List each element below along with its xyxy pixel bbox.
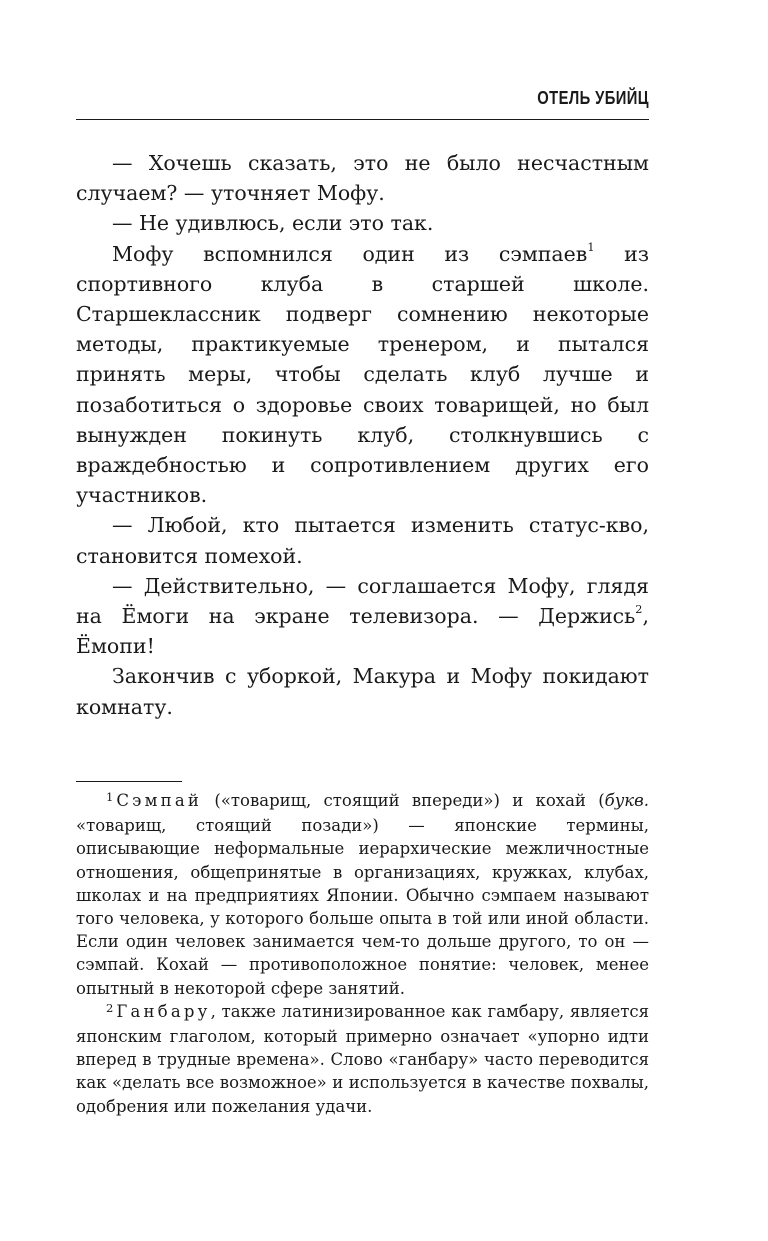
footnote-1-number: 1 <box>106 789 114 804</box>
paragraph-5-end: , Ёмопи! <box>76 604 649 659</box>
paragraph-3-end: из спортивного клуба в старшей школе. Старшеклассник подверг сомнению некоторые методы, практикуемые тренером, и пытался принять меры, чтобы сделать клуб лучше и позаботиться о здоровье своих товарищей, но был вынужден покинуть клуб, столкнувшись с враждебностью и сопротивлением других его участников. <box>76 241 649 508</box>
footnote-2-term: Ганбару <box>116 1001 211 1021</box>
footnote-2-number: 2 <box>106 1000 114 1015</box>
footnote-ref-2: 2 <box>635 602 643 616</box>
paragraph-5-start: — Действительно, — соглашается Мофу, глядя на Ёмоги на экране телевизора. — Держись <box>76 573 649 629</box>
footnotes <box>76 789 649 1118</box>
footnote-rule <box>76 781 182 782</box>
footnote-1 <box>76 789 649 1000</box>
footnote-1-term: Сэмпай <box>116 791 203 810</box>
footnote-2-text: , также латинизированное как гамбару, является японским глаголом, который примерно означает «упорно идти вперед в трудные времена». Слово «ганбару» часто переводится как «делать все возможное» и используется в качестве похвалы, одобрения или пожелания удачи. <box>76 1001 649 1116</box>
paragraph-5 <box>76 571 649 662</box>
footnote-1-italic: букв. <box>604 791 649 810</box>
running-title: ОТЕЛЬ УБИЙЦ <box>537 88 649 108</box>
paragraph-3 <box>76 239 649 511</box>
footnote-1-text-a: («товарищ, стоящий впереди») и кохай ( <box>202 791 605 810</box>
paragraph-4: — Любой, кто пытается изменить статус-кво, становится помехой. <box>76 513 649 568</box>
header-rule <box>76 119 649 120</box>
paragraph-6: Закончив с уборкой, Макура и Мофу покидают комнату. <box>76 664 649 719</box>
paragraph-3-start: Мофу вспомнился один из сэмпаев <box>112 241 588 266</box>
footnote-ref-1: 1 <box>587 240 595 254</box>
footnote-1-text-b: «товарищ, стоящий позади») — японские термины, описывающие неформальные иерархические межличностные отношения, общепринятые в организациях, кружках, клубах, школах и на предприятиях Японии. Обычно сэмпаем называют того человека, у которого больше опыта в той или иной области. Если один человек занимается чем-то дольше другого, то он — сэмпай. Кохай — противоположное понятие: человек, менее опытный в некоторой сфере занятий. <box>76 816 649 998</box>
paragraph-1: — Хочешь сказать, это не было несчастным случаем? — уточняет Мофу. <box>76 151 649 206</box>
footnote-2 <box>76 1000 649 1118</box>
body-text <box>76 148 649 722</box>
paragraph-2: — Не удивлюсь, если это так. <box>112 211 434 236</box>
